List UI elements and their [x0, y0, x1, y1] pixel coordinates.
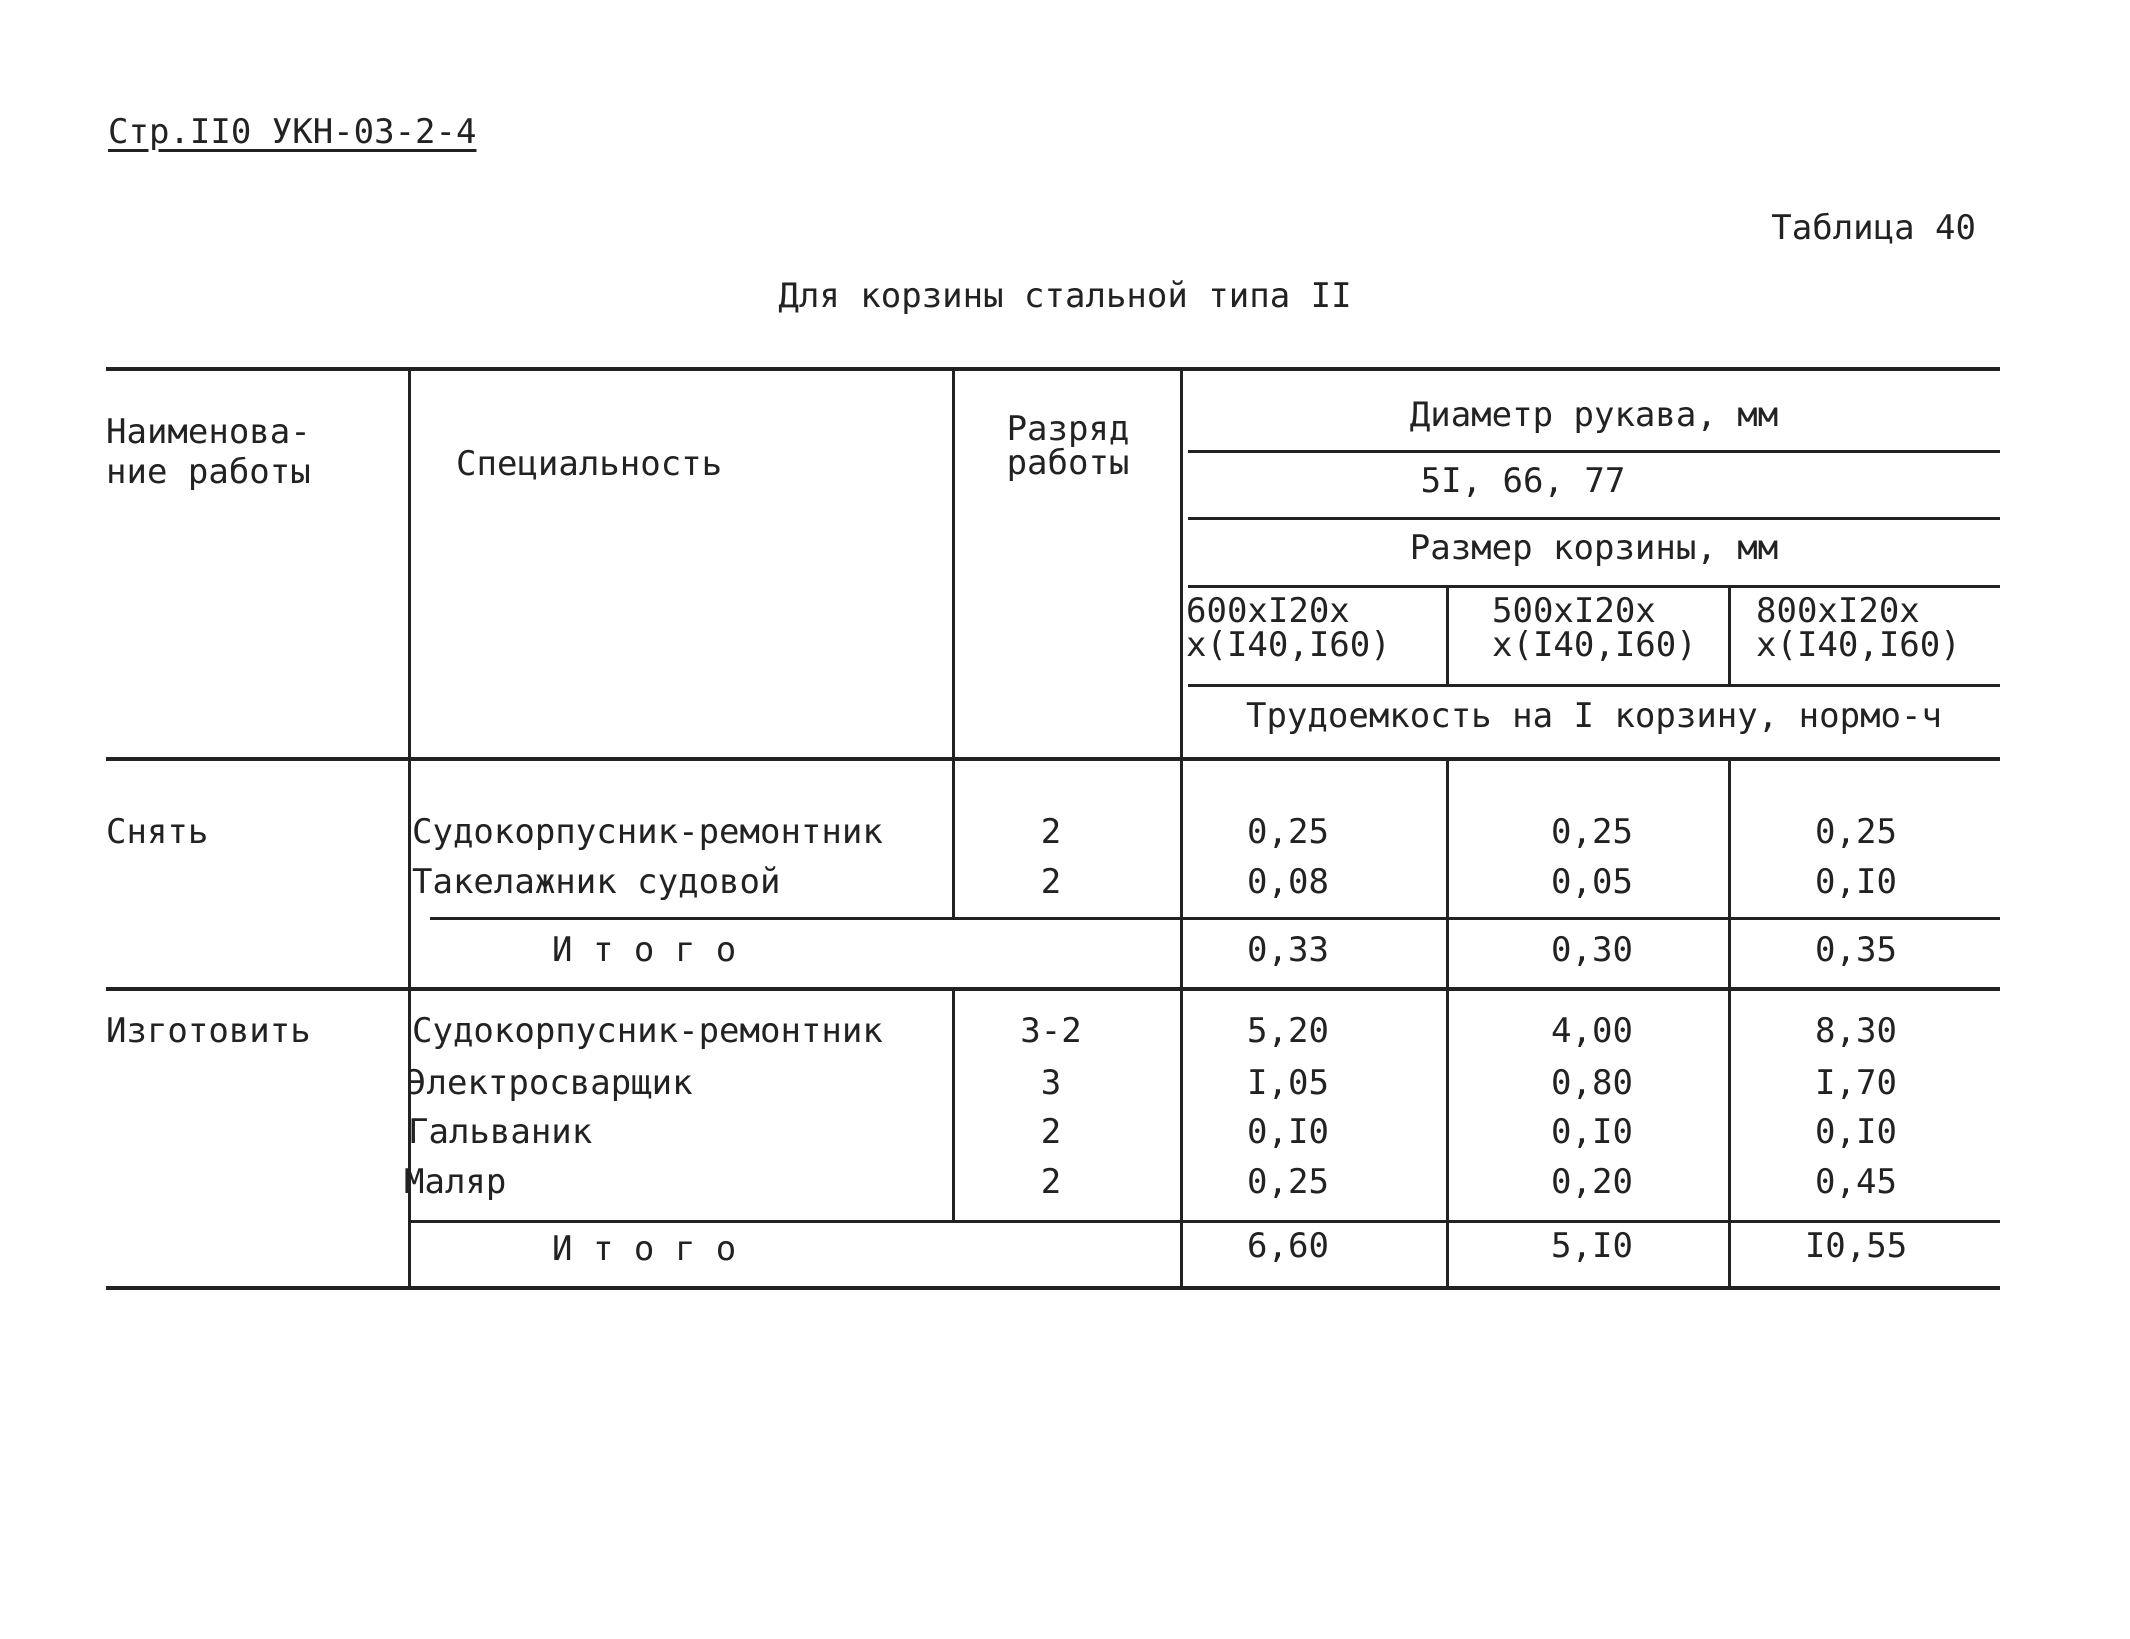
- value-cell: 0,I0: [1815, 1112, 1897, 1152]
- value-cell: 0,20: [1551, 1162, 1633, 1202]
- grade-cell: 2: [1040, 1112, 1062, 1152]
- header-work: Наименова- ние работы: [106, 412, 311, 492]
- specialty-cell: Судокорпусник-ремонтник: [412, 812, 883, 852]
- total-cell: 6,60: [1247, 1226, 1329, 1266]
- total-cell: 5,I0: [1551, 1226, 1633, 1266]
- value-cell: 0,I0: [1551, 1112, 1633, 1152]
- table-top-rule: [106, 367, 2000, 371]
- value-cell: 0,05: [1551, 862, 1633, 902]
- header-size-2: 500xI20x x(I40,I60): [1492, 591, 1697, 665]
- value-cell: 0,25: [1551, 812, 1633, 852]
- specialty-cell: Электросварщик: [406, 1063, 693, 1103]
- work-name: Изготовить: [106, 1011, 311, 1051]
- header-size-1: 600xI20x x(I40,I60): [1186, 591, 1391, 665]
- specialty-cell: Маляр: [404, 1162, 507, 1202]
- value-cell: 8,30: [1815, 1011, 1897, 1051]
- header-labor: Трудоемкость на I корзину, нормо-ч: [1246, 696, 1942, 736]
- table-caption: Для корзины стальной типа II: [778, 276, 1352, 316]
- value-cell: 4,00: [1551, 1011, 1633, 1051]
- grade-cell: 3: [1040, 1063, 1062, 1103]
- total-label: И т о г о: [552, 930, 737, 970]
- col-rule-4a: [1446, 585, 1449, 686]
- header-rule-values: [1188, 517, 2000, 520]
- specialty-cell: Гальваник: [408, 1112, 593, 1152]
- group1-bottom-rule: [106, 987, 2000, 991]
- header-size-3: 800xI20x x(I40,I60): [1756, 591, 1961, 665]
- header-rule-diameter: [1188, 450, 2000, 453]
- specialty-cell: Такелажник судовой: [412, 862, 781, 902]
- header-bottom-rule: [106, 757, 2000, 761]
- total-cell: 0,33: [1247, 930, 1329, 970]
- value-cell: 0,25: [1247, 1162, 1329, 1202]
- table-bottom-rule: [106, 1286, 2000, 1290]
- value-cell: 0,45: [1815, 1162, 1897, 1202]
- header-specialty: Специальность: [456, 444, 723, 484]
- total-cell: 0,30: [1551, 930, 1633, 970]
- total-label: И т о г о: [552, 1229, 737, 1269]
- page-reference: Стр.II0 УКН-03-2-4: [108, 112, 477, 152]
- header-rule-size: [1188, 585, 2000, 588]
- header-diameter: Диаметр рукава, мм: [1409, 395, 1779, 435]
- group1-total-rule: [430, 917, 2000, 920]
- value-cell: 0,I0: [1815, 862, 1897, 902]
- col-rule-2b: [952, 987, 955, 1222]
- grade-cell: 2: [1040, 862, 1062, 902]
- header-size: Размер корзины, мм: [1409, 528, 1779, 568]
- header-grade: Разряд работы: [1006, 409, 1130, 483]
- value-cell: I,05: [1247, 1063, 1329, 1103]
- grade-cell: 2: [1040, 1162, 1062, 1202]
- col-rule-3: [1180, 367, 1183, 1288]
- grade-cell: 3-2: [1020, 1011, 1082, 1051]
- value-cell: 5,20: [1247, 1011, 1329, 1051]
- header-rule-sizes: [1188, 684, 2000, 687]
- total-cell: 0,35: [1815, 930, 1897, 970]
- value-cell: 0,25: [1247, 812, 1329, 852]
- table-number: Таблица 40: [1771, 208, 1976, 248]
- grade-cell: 2: [1040, 812, 1062, 852]
- value-cell: 0,25: [1815, 812, 1897, 852]
- value-cell: 0,08: [1247, 862, 1329, 902]
- work-name: Снять: [106, 812, 209, 852]
- header-diameter-values: 5I, 66, 77: [1420, 461, 1626, 501]
- col-rule-2a: [952, 367, 955, 919]
- total-cell: I0,55: [1804, 1226, 1908, 1266]
- col-rule-4b: [1446, 757, 1449, 1288]
- value-cell: 0,80: [1551, 1063, 1633, 1103]
- col-rule-5b: [1728, 757, 1731, 1288]
- specialty-cell: Судокорпусник-ремонтник: [412, 1011, 883, 1051]
- value-cell: I,70: [1815, 1063, 1897, 1103]
- group2-total-rule: [410, 1220, 2000, 1223]
- value-cell: 0,I0: [1247, 1112, 1329, 1152]
- col-rule-5a: [1728, 585, 1731, 686]
